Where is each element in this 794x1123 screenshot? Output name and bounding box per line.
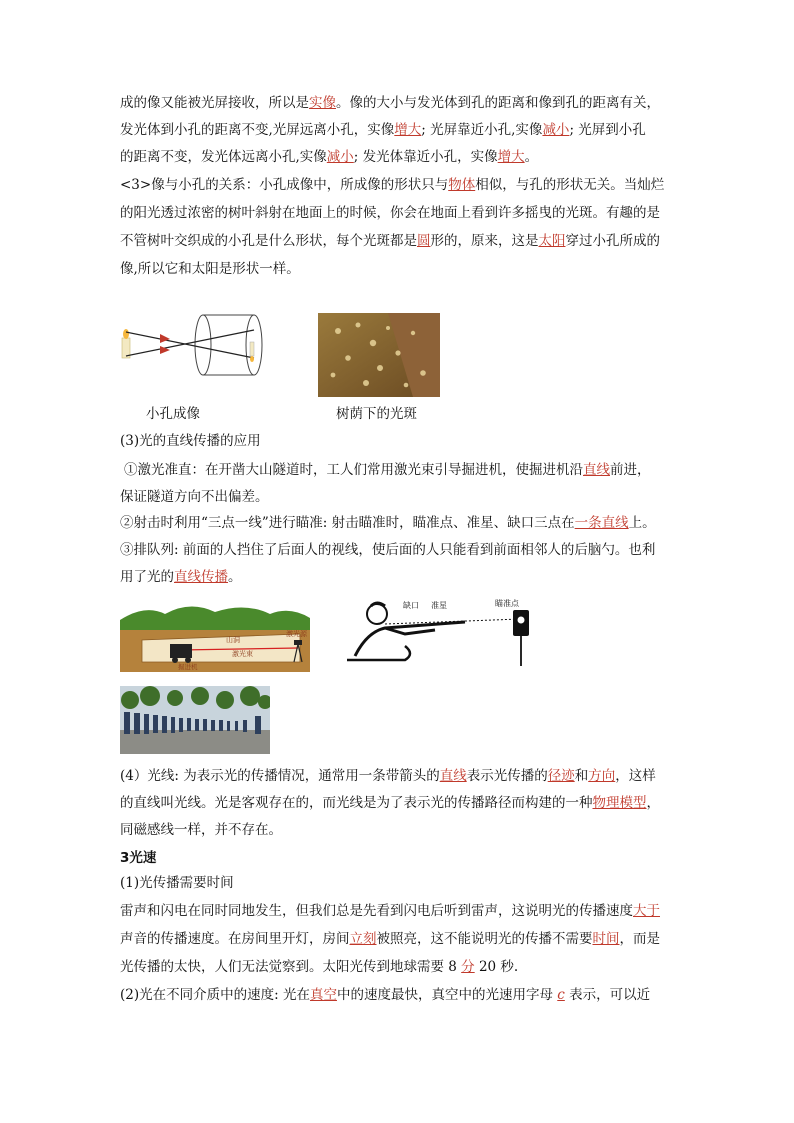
paragraph-line <box>124 460 651 480</box>
queue-formation-photo <box>120 686 270 754</box>
answer-blank: 圆 <box>417 233 431 249</box>
text: ; 光屏到小孔 <box>569 122 646 138</box>
text: 发光体到小孔的距离不变,光屏远离小孔，实像 <box>120 122 395 138</box>
answer-blank: 大于 <box>633 903 660 919</box>
pinhole-imaging-figure <box>118 310 268 380</box>
text: 。 <box>228 569 242 585</box>
figure-caption: 树荫下的光斑 <box>336 406 417 422</box>
answer-blank: 增大 <box>497 149 525 165</box>
text: 。 <box>524 149 539 165</box>
answer-blank: 直线 <box>439 768 467 784</box>
paragraph-line <box>120 985 650 1005</box>
text: 雷声和闪电在同时同地发生，但我们总是先看到闪电后听到雷声，这说明光的传播速度 <box>120 903 633 919</box>
paragraph-line <box>120 231 660 251</box>
text: 成的像又能被光屏接收，所以是 <box>120 95 309 111</box>
label-aim-point: 瞄准点 <box>495 599 519 608</box>
paragraph-line <box>120 147 538 167</box>
text: 表示光传播的 <box>466 768 548 784</box>
answer-blank: 减小 <box>542 122 570 138</box>
text: 穿过小孔所成的 <box>565 233 660 249</box>
text: 前进， <box>610 462 651 478</box>
tree-shade-spots-photo <box>318 313 440 397</box>
text: ; 光屏靠近小孔,实像 <box>421 122 543 138</box>
shooting-aim-figure <box>345 596 535 668</box>
answer-blank: 实像 <box>309 95 336 111</box>
paragraph-line: 同磁感线一样，并不存在。 <box>120 822 282 838</box>
text: 声音的传播速度。在房间里开灯，房间 <box>120 931 350 947</box>
text: <3>像与小孔的关系：小孔成像中，所成像的形状只与 <box>120 177 449 193</box>
label-mountain: 山洞 <box>226 636 240 644</box>
text: 形的，原来，这是 <box>430 233 539 249</box>
paragraph-line <box>120 93 660 113</box>
answer-blank: 一条直线 <box>574 515 629 531</box>
answer-blank: 分 <box>461 959 475 975</box>
paragraph-line: 保证隧道方向不出偏差。 <box>120 489 269 505</box>
paragraph-line <box>120 513 656 533</box>
text: 和 <box>574 768 589 784</box>
answer-blank: 减小 <box>326 149 354 165</box>
paragraph-line: ③排队列: 前面的人挡住了后面人的视线，使后面的人只能看到前面相邻人的后脑勺。也利 <box>120 542 656 558</box>
text: 用了光的 <box>120 569 174 585</box>
tunnel-laser-figure <box>120 600 310 672</box>
text: ; 发光体靠近小孔，实像 <box>353 149 498 165</box>
paragraph-line <box>120 567 242 587</box>
flame-icon <box>123 329 129 339</box>
paragraph-line <box>120 929 660 949</box>
paragraph-line <box>120 793 660 813</box>
text: 中的速度最快，真空中的光速用字母 <box>336 987 558 1003</box>
text: 被照亮，这不能说明光的传播不需要 <box>376 931 593 947</box>
text: ，而是 <box>619 931 660 947</box>
answer-blank: 径迹 <box>547 768 575 784</box>
label-machine: 掘进机 <box>178 663 198 671</box>
text: ，这样 <box>615 768 656 784</box>
answer-blank: 方向 <box>588 768 616 784</box>
subsection-heading: (1)光传播需要时间 <box>120 875 234 891</box>
text: 的距离不变，发光体远离小孔,实像 <box>120 149 327 165</box>
text: 。像的大小与发光体到孔的距离和像到孔的距离有关， <box>336 95 660 111</box>
answer-blank: 太阳 <box>538 233 566 249</box>
paragraph-line <box>120 120 646 140</box>
label-beam: 激光束 <box>232 650 253 658</box>
answer-blank: c <box>557 987 565 1003</box>
label-laser-source: 激光源 <box>286 630 307 638</box>
answer-blank: 物体 <box>448 177 476 193</box>
text: 上。 <box>628 515 656 531</box>
paragraph-line <box>120 175 664 195</box>
label-front-sight: 准星 <box>431 601 447 610</box>
boring-machine-icon <box>170 644 192 658</box>
text: 相似，与孔的形状无关。当灿烂 <box>475 177 665 193</box>
answer-blank: 时间 <box>592 931 620 947</box>
answer-blank: 直线 <box>583 462 610 478</box>
text: 不管树叶交织成的小孔是什么形状，每个光斑都是 <box>120 233 417 249</box>
figure-caption: 小孔成像 <box>146 406 200 422</box>
laser-source-icon <box>294 640 302 645</box>
answer-blank: 直线传播 <box>174 569 228 585</box>
text: 20 秒. <box>474 959 519 975</box>
answer-blank: 立刻 <box>349 931 377 947</box>
text: (4）光线: 为表示光的传播情况，通常用一条带箭头的 <box>120 768 440 784</box>
paragraph-line <box>120 901 660 921</box>
text: ②射击时利用“三点一线”进行瞄准: 射击瞄准时，瞄准点、准星、缺口三点在 <box>120 515 575 531</box>
text: 的直线叫光线。光是客观存在的，而光线是为了表示光的传播路径而构建的一种 <box>120 795 593 811</box>
section-heading: (3)光的直线传播的应用 <box>120 433 261 449</box>
answer-blank: 物理模型 <box>592 795 647 811</box>
text: ， <box>646 795 660 811</box>
section-title: 3光速 <box>120 850 157 866</box>
text: 光传播的太快，人们无法觉察到。太阳光传到地球需要 8 <box>120 959 462 975</box>
paragraph-line <box>120 766 656 786</box>
paragraph-line: 的阳光透过浓密的树叶斜射在地面上的时候，你会在地面上看到许多摇曳的光斑。有趣的是 <box>120 205 660 221</box>
text: 表示，可以近 <box>564 987 651 1003</box>
text: (2)光在不同介质中的速度: 光在 <box>120 987 310 1003</box>
text: ①激光准直：在开凿大山隧道时，工人们常用激光束引导掘进机，使掘进机沿 <box>124 462 583 478</box>
arrow-icon <box>160 334 170 343</box>
paragraph-line: 像,所以它和太阳是形状一样。 <box>120 261 300 277</box>
paragraph-line <box>120 957 518 977</box>
label-notch: 缺口 <box>403 601 419 610</box>
answer-blank: 真空 <box>309 987 337 1003</box>
answer-blank: 增大 <box>394 122 422 138</box>
